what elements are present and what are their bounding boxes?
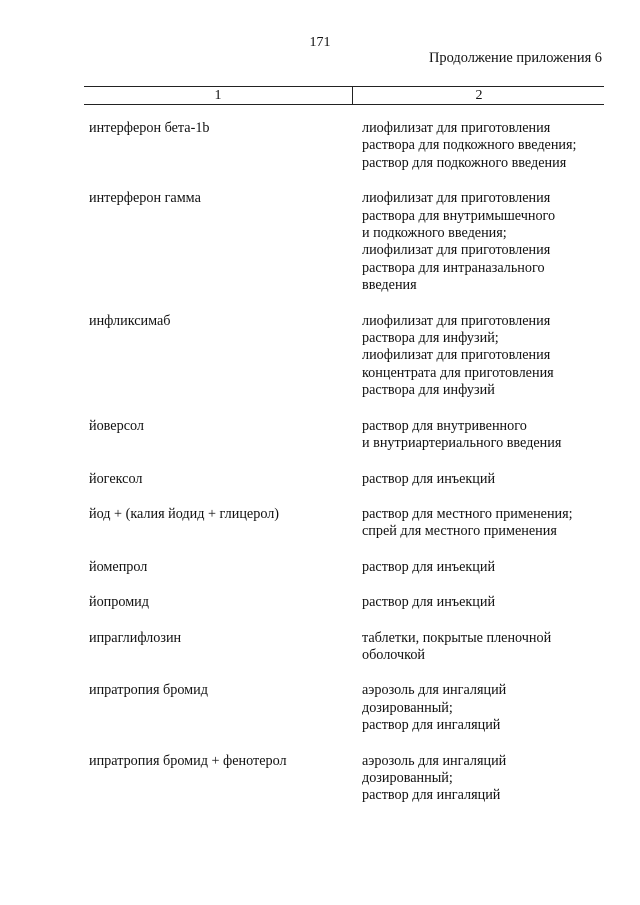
dosage-form-line: раствор для инъекций: [362, 470, 496, 487]
drug-name: интерферон бета-1b: [89, 120, 210, 136]
dosage-form-line: раствор для инъекций: [362, 558, 496, 575]
dosage-forms: [362, 120, 612, 172]
table-row: [0, 682, 640, 734]
table-row: [0, 190, 640, 294]
drug-name: интерферон гамма: [89, 190, 201, 207]
table-row: [0, 120, 640, 172]
dosage-form-line: и внутриартериального введения: [362, 435, 562, 452]
drug-name: ипраглифлозин: [89, 629, 182, 646]
dosage-form-line: раствора для инфузий: [362, 382, 495, 399]
drug-table: [0, 120, 640, 823]
dosage-form-line: дозированный;: [362, 769, 453, 786]
drug-name: йоверсол: [89, 417, 144, 434]
column-header-2: 2: [352, 87, 605, 104]
dosage-form-line: раствор для внутривенного: [362, 417, 527, 434]
dosage-forms: [362, 753, 612, 805]
dosage-form-line: раствора для подкожного введения;: [362, 137, 577, 154]
dosage-form-line: лиофилизат для приготовления: [362, 242, 551, 259]
drug-name: йопромид: [89, 594, 149, 611]
table-header: [84, 86, 604, 105]
table-row: [0, 418, 640, 453]
dosage-form-line: лиофилизат для приготовления: [362, 312, 551, 329]
dosage-forms: [362, 190, 612, 294]
continuation-label: Продолжение приложения 6: [429, 50, 602, 66]
drug-name: ипратропия бромид + фенотерол: [89, 752, 287, 769]
drug-name: йогексол: [89, 470, 143, 487]
drug-name: инфликсимаб: [89, 312, 171, 329]
dosage-forms: [362, 471, 612, 488]
drug-name: йомепрол: [89, 558, 148, 575]
dosage-forms: [362, 559, 612, 576]
table-row: [0, 471, 640, 488]
table-row: [0, 594, 640, 611]
dosage-form-line: раствор для подкожного введения: [362, 154, 567, 171]
dosage-form-line: аэрозоль для ингаляций: [362, 682, 507, 699]
table-row: [0, 559, 640, 576]
table-row: [0, 753, 640, 805]
dosage-forms: [362, 418, 612, 453]
dosage-forms: [362, 506, 612, 541]
dosage-forms: [362, 682, 612, 734]
table-row: [0, 506, 640, 541]
dosage-form-line: раствора для внутримышечного: [362, 207, 556, 224]
page-number: 171: [309, 35, 331, 50]
dosage-form-line: лиофилизат для приготовления: [362, 120, 551, 136]
dosage-form-line: таблетки, покрытые пленочной: [362, 629, 552, 646]
dosage-form-line: раствора для интраназального: [362, 259, 545, 276]
dosage-forms: [362, 594, 612, 611]
table-row: [0, 630, 640, 665]
dosage-form-line: дозированный;: [362, 699, 453, 716]
dosage-form-line: оболочкой: [362, 646, 426, 663]
dosage-form-line: аэрозоль для ингаляций: [362, 752, 507, 769]
dosage-form-line: спрей для местного применения: [362, 523, 557, 540]
dosage-form-line: концентрата для приготовления: [362, 364, 554, 381]
dosage-form-line: введения: [362, 277, 417, 294]
dosage-form-line: раствор для ингаляций: [362, 787, 501, 804]
drug-name: ипратропия бромид: [89, 682, 208, 699]
column-header-1: 1: [214, 88, 222, 103]
dosage-forms: [362, 630, 612, 665]
dosage-form-line: раствора для инфузий;: [362, 330, 499, 347]
dosage-form-line: лиофилизат для приготовления: [362, 190, 551, 207]
dosage-forms: [362, 313, 612, 400]
table-row: [0, 313, 640, 400]
dosage-form-line: раствор для ингаляций: [362, 717, 501, 734]
dosage-form-line: и подкожного введения;: [362, 225, 507, 242]
drug-name: йод + (калия йодид + глицерол): [89, 505, 280, 522]
dosage-form-line: лиофилизат для приготовления: [362, 347, 551, 364]
dosage-form-line: раствор для инъекций: [362, 594, 496, 611]
dosage-form-line: раствор для местного применения;: [362, 505, 573, 522]
